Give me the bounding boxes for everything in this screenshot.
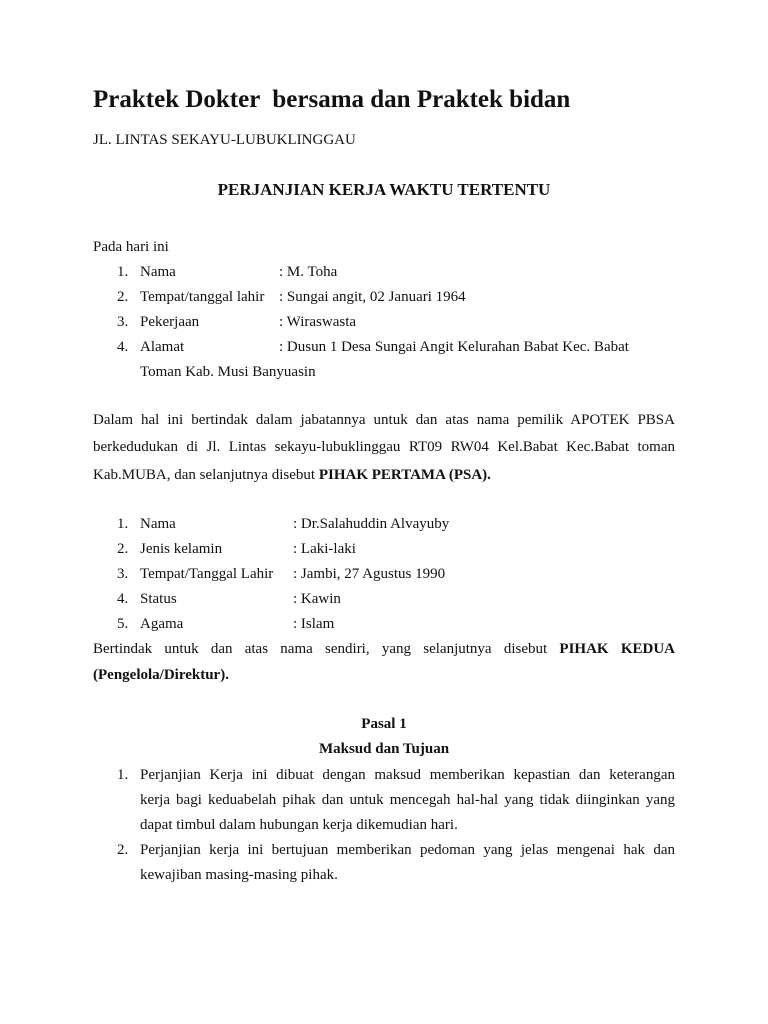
paragraph-line: Perjanjian Kerja ini dibuat dengan maksud memberikan kepastian dan keterangan xyxy=(140,767,675,783)
paragraph-text: Kab.MUBA, dan selanjutnya disebut xyxy=(93,467,319,483)
intro-text: Pada hari ini xyxy=(93,239,169,255)
list-number: 5. xyxy=(117,616,129,632)
field-value: : Dr.Salahuddin Alvayuby xyxy=(293,516,450,532)
field-label: Tempat/Tanggal Lahir xyxy=(140,566,274,582)
list-number: 4. xyxy=(117,339,129,355)
field-label: Agama xyxy=(140,616,184,632)
list-number: 1. xyxy=(117,767,129,783)
field-label: Status xyxy=(140,591,177,607)
paragraph-line: kerja bagi keduabelah pihak dan untuk mencegah hal-hal yang tidak diinginkan yang xyxy=(140,792,675,808)
pasal-number: Pasal 1 xyxy=(361,716,407,732)
clinic-address: JL. LINTAS SEKAYU-LUBUKLINGGAU xyxy=(93,132,356,148)
field-label: Nama xyxy=(140,264,176,280)
paragraph-line: berkedudukan di Jl. Lintas sekayu-lubuklinggau RT09 RW04 Kel.Babat Kec.Babat toman xyxy=(93,439,675,455)
list-number: 1. xyxy=(117,264,129,280)
list-number: 3. xyxy=(117,314,129,330)
list-number: 2. xyxy=(117,541,129,557)
paragraph-text: Bertindak untuk dan atas nama sendiri, yang selanjutnya disebut xyxy=(93,641,560,657)
field-value: : Jambi, 27 Agustus 1990 xyxy=(293,566,446,582)
field-value: : Dusun 1 Desa Sungai Angit Kelurahan Babat Kec. Babat xyxy=(279,339,629,355)
field-value-continued: Toman Kab. Musi Banyuasin xyxy=(140,364,316,380)
paragraph-line xyxy=(93,466,675,484)
pasal-title: Maksud dan Tujuan xyxy=(318,741,450,757)
list-number: 1. xyxy=(117,516,129,532)
field-label: Alamat xyxy=(140,339,185,355)
field-value: : Kawin xyxy=(293,591,341,607)
field-value: : Islam xyxy=(293,616,335,632)
second-party-role: (Pengelola/Direktur). xyxy=(93,667,229,683)
field-label: Pekerjaan xyxy=(140,314,200,330)
list-number: 2. xyxy=(117,289,129,305)
field-value: : M. Toha xyxy=(279,264,338,280)
paragraph-line xyxy=(93,640,675,658)
list-number: 3. xyxy=(117,566,129,582)
field-label: Jenis kelamin xyxy=(140,541,223,557)
field-value: : Sungai angit, 02 Januari 1964 xyxy=(279,289,466,305)
paragraph-line: kewajiban masing-masing pihak. xyxy=(140,867,338,883)
document-title: PERJANJIAN KERJA WAKTU TERTENTU xyxy=(217,180,551,199)
field-label: Tempat/tanggal lahir xyxy=(140,289,265,305)
list-number: 2. xyxy=(117,842,129,858)
field-label: Nama xyxy=(140,516,176,532)
clinic-title: Praktek Dokter bersama dan Praktek bidan xyxy=(93,86,571,113)
second-party-label: PIHAK KEDUA xyxy=(559,641,675,657)
list-number: 4. xyxy=(117,591,129,607)
paragraph-line: dapat timbul dalam hubungan kerja dikemudian hari. xyxy=(140,817,458,833)
first-party-label: PIHAK PERTAMA (PSA). xyxy=(318,467,491,483)
field-value: : Wiraswasta xyxy=(279,314,357,330)
field-value: : Laki-laki xyxy=(293,541,356,557)
paragraph-line: Dalam hal ini bertindak dalam jabatannya untuk dan atas nama pemilik APOTEK PBSA xyxy=(93,412,675,428)
paragraph-line: Perjanjian kerja ini bertujuan memberikan pedoman yang jelas mengenai hak dan xyxy=(140,842,675,858)
